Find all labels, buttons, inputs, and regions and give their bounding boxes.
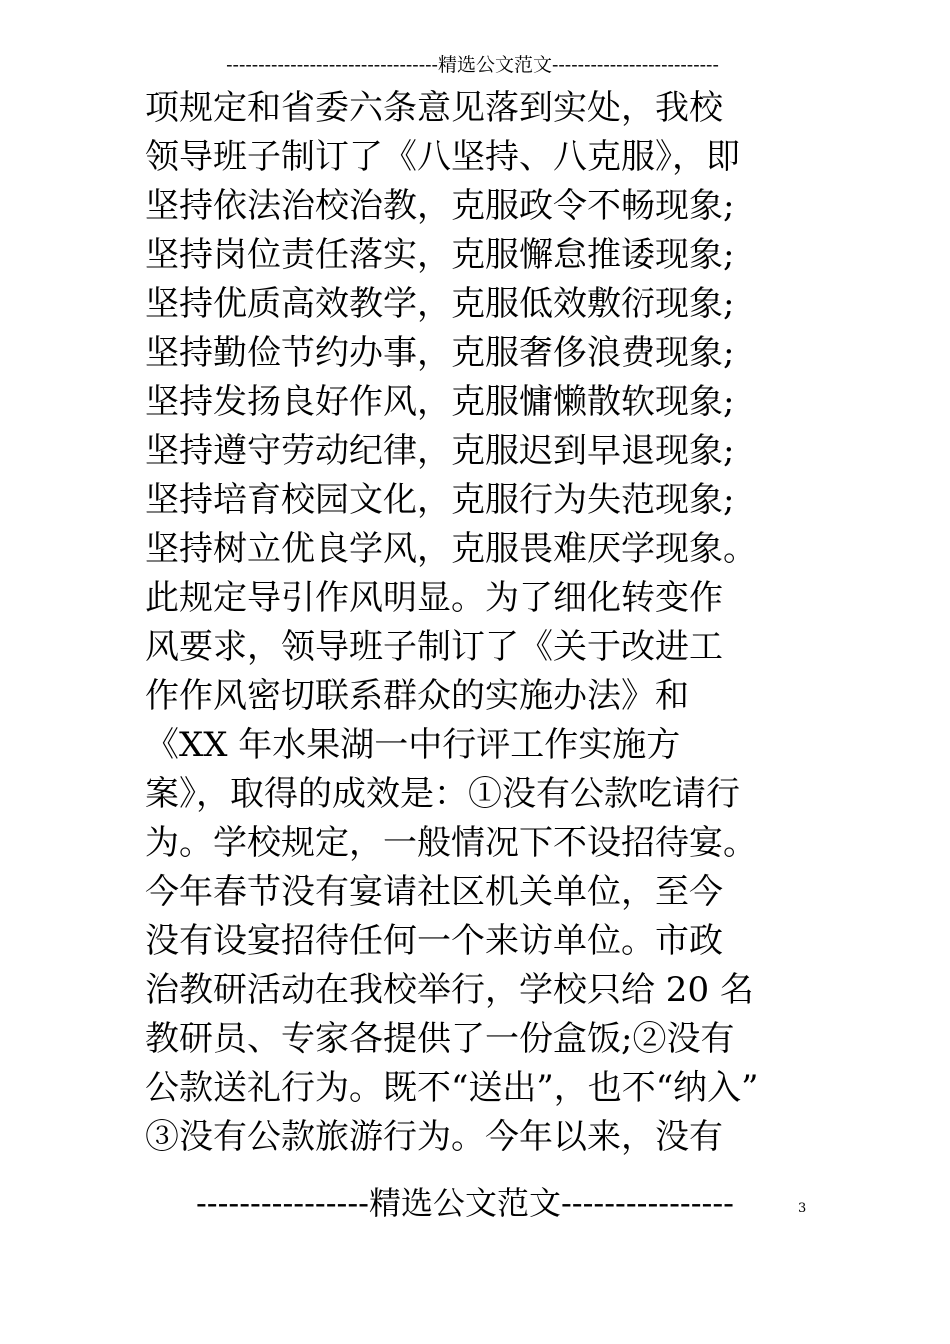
body-line: 坚持依法治校治教，克服政令不畅现象; bbox=[145, 186, 735, 226]
document-body bbox=[145, 84, 815, 1162]
body-line: 风要求，领导班子制订了《关于改进工 bbox=[145, 627, 723, 667]
body-line: 项规定和省委六条意见落到实处，我校 bbox=[145, 88, 723, 128]
body-line: 坚持遵守劳动纪律，克服迟到早退现象; bbox=[145, 431, 735, 471]
body-line: 坚持优质高效教学，克服低效敷衍现象; bbox=[145, 284, 735, 324]
body-line: 坚持勤俭节约办事，克服奢侈浪费现象; bbox=[145, 333, 735, 373]
body-line: ③没有公款旅游行为。今年以来，没有 bbox=[145, 1117, 723, 1157]
body-line: 治教研活动在我校举行，学校只给 20 名 bbox=[145, 970, 754, 1010]
page-footer: ----------------精选公文范文---------------- bbox=[195, 1184, 734, 1222]
body-line: 今年春节没有宴请社区机关单位，至今 bbox=[145, 872, 723, 912]
body-line: 没有设宴招待任何一个来访单位。市政 bbox=[145, 921, 723, 961]
body-line: 公款送礼行为。既不“送出”，也不“纳入” bbox=[145, 1068, 759, 1108]
body-line: 此规定导引作风明显。为了细化转变作 bbox=[145, 578, 723, 618]
body-line: 坚持培育校园文化，克服行为失范现象; bbox=[145, 480, 735, 520]
body-line: 坚持树立优良学风，克服畏难厌学现象。 bbox=[145, 529, 757, 569]
page-number: 3 bbox=[798, 1201, 807, 1216]
body-line: 坚持岗位责任落实，克服懈怠推诿现象; bbox=[145, 235, 735, 275]
page-header: ---------------------------------精选公文范文-------------------------- bbox=[226, 54, 719, 76]
body-line: 教研员、专家各提供了一份盒饭;②没有 bbox=[145, 1019, 735, 1059]
body-line: 案》，取得的成效是：①没有公款吃请行 bbox=[145, 774, 740, 814]
body-line: 为。学校规定，一般情况下不设招待宴。 bbox=[145, 823, 757, 863]
body-line: 《XX 年水果湖一中行评工作实施方 bbox=[145, 725, 681, 765]
body-line: 作作风密切联系群众的实施办法》和 bbox=[145, 676, 689, 716]
body-line: 领导班子制订了《八坚持、八克服》，即 bbox=[145, 137, 740, 177]
body-line: 坚持发扬良好作风，克服慵懒散软现象; bbox=[145, 382, 735, 422]
